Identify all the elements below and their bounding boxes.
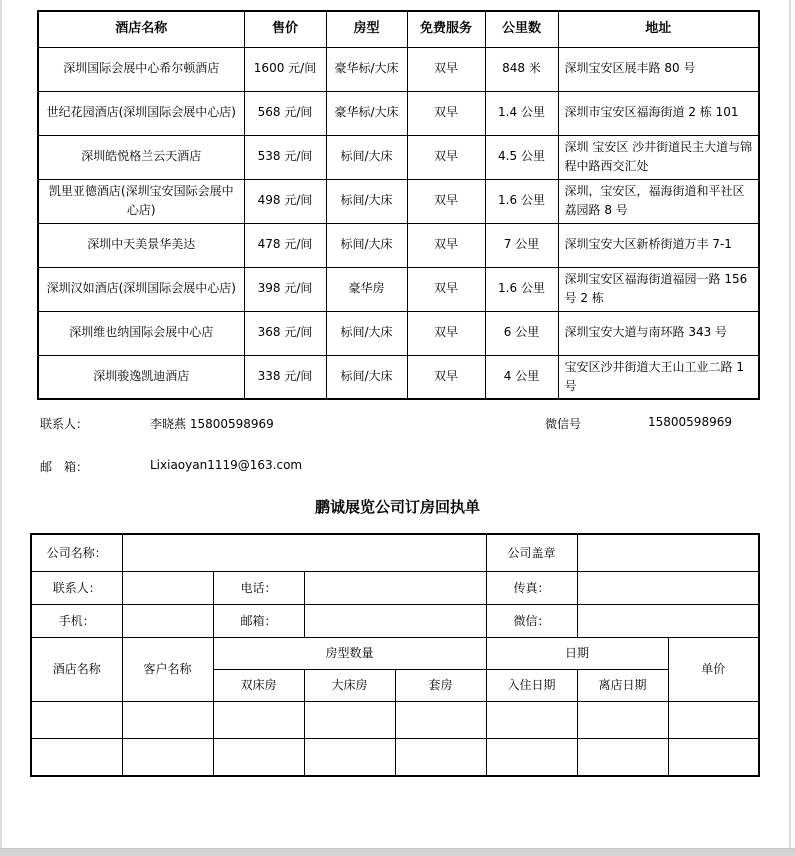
hotel-table bbox=[37, 10, 760, 400]
customer-name-input-cell[interactable] bbox=[122, 738, 213, 776]
company-name-label: 公司名称： bbox=[31, 534, 122, 571]
header-room-type: 房型 bbox=[326, 11, 407, 47]
table-row bbox=[38, 135, 759, 179]
company-name-input-cell[interactable] bbox=[122, 534, 486, 571]
distance: 7 公里 bbox=[485, 223, 558, 267]
twin-room-input-cell[interactable] bbox=[213, 701, 304, 738]
price: 1600 元/间 bbox=[244, 47, 326, 91]
table-row bbox=[38, 355, 759, 399]
room-type: 标间/大床 bbox=[326, 135, 407, 179]
table-row bbox=[38, 267, 759, 311]
header-free-service: 免费服务 bbox=[407, 11, 485, 47]
price: 568 元/间 bbox=[244, 91, 326, 135]
contact-person-value: 李晓燕 15800598969 bbox=[150, 417, 274, 431]
fax-input-cell[interactable] bbox=[577, 571, 759, 604]
distance: 4 公里 bbox=[485, 355, 558, 399]
address: 深圳，宝安区，福海街道和平社区荔园路 8 号 bbox=[558, 179, 759, 223]
price: 538 元/间 bbox=[244, 135, 326, 179]
hotel-name: 凯里亚德酒店(深圳宝安国际会展中心店) bbox=[38, 179, 244, 223]
free-service: 双早 bbox=[407, 355, 485, 399]
price: 478 元/间 bbox=[244, 223, 326, 267]
room-type: 标间/大床 bbox=[326, 355, 407, 399]
hotel-name: 深圳骏逸凯迪酒店 bbox=[38, 355, 244, 399]
distance: 4.5 公里 bbox=[485, 135, 558, 179]
hotel-table-header-row bbox=[38, 11, 759, 47]
hotel-name: 深圳国际会展中心希尔顿酒店 bbox=[38, 47, 244, 91]
price: 498 元/间 bbox=[244, 179, 326, 223]
header-distance: 公里数 bbox=[485, 11, 558, 47]
contact-person-label: 联系人： bbox=[40, 417, 89, 431]
hotel-name: 世纪花园酒店(深圳国际会展中心店) bbox=[38, 91, 244, 135]
price: 368 元/间 bbox=[244, 311, 326, 355]
mobile-label: 手机： bbox=[31, 604, 122, 637]
address: 深圳市宝安区福海街道 2 栋 101 bbox=[558, 91, 759, 135]
king-room-header: 大床房 bbox=[304, 669, 395, 701]
right-page-edge bbox=[789, 0, 791, 848]
free-service: 双早 bbox=[407, 47, 485, 91]
table-row bbox=[38, 91, 759, 135]
receipt-title: 鹏诚展览公司订房回执单 bbox=[314, 498, 480, 516]
header-hotel-name: 酒店名称 bbox=[38, 11, 244, 47]
horizontal-scrollbar[interactable] bbox=[0, 848, 795, 856]
checkout-header: 离店日期 bbox=[577, 669, 668, 701]
checkin-input-cell[interactable] bbox=[486, 701, 577, 738]
free-service: 双早 bbox=[407, 135, 485, 179]
hotel-name-header: 酒店名称 bbox=[31, 637, 122, 701]
free-service: 双早 bbox=[407, 223, 485, 267]
table-row bbox=[31, 534, 759, 571]
table-row bbox=[31, 701, 759, 738]
customer-name-input-cell[interactable] bbox=[122, 701, 213, 738]
hotel-name: 深圳汉如酒店(深圳国际会展中心店) bbox=[38, 267, 244, 311]
email-input-cell[interactable] bbox=[304, 604, 486, 637]
free-service: 双早 bbox=[407, 179, 485, 223]
phone-input-cell[interactable] bbox=[304, 571, 486, 604]
contact-input-cell[interactable] bbox=[122, 571, 213, 604]
hotel-name: 深圳中天美景华美达 bbox=[38, 223, 244, 267]
address: 深圳宝安大区新桥街道万丰 7-1 bbox=[558, 223, 759, 267]
checkout-input-cell[interactable] bbox=[577, 738, 668, 776]
room-type: 标间/大床 bbox=[326, 223, 407, 267]
company-seal-label: 公司盖章 bbox=[486, 534, 577, 571]
table-row bbox=[31, 738, 759, 776]
table-row bbox=[38, 223, 759, 267]
twin-room-input-cell[interactable] bbox=[213, 738, 304, 776]
hotel-name-input-cell[interactable] bbox=[31, 738, 122, 776]
phone-label: 电话： bbox=[213, 571, 304, 604]
distance: 6 公里 bbox=[485, 311, 558, 355]
wechat-id-value: 15800598969 bbox=[648, 415, 732, 429]
room-type: 豪华标/大床 bbox=[326, 91, 407, 135]
room-type: 标间/大床 bbox=[326, 179, 407, 223]
checkout-input-cell[interactable] bbox=[577, 701, 668, 738]
distance: 1.6 公里 bbox=[485, 179, 558, 223]
twin-room-header: 双床房 bbox=[213, 669, 304, 701]
header-price: 售价 bbox=[244, 11, 326, 47]
unit-price-input-cell[interactable] bbox=[668, 738, 759, 776]
fax-label: 传真： bbox=[486, 571, 577, 604]
checkin-input-cell[interactable] bbox=[486, 738, 577, 776]
king-room-input-cell[interactable] bbox=[304, 701, 395, 738]
mobile-input-cell[interactable] bbox=[122, 604, 213, 637]
suite-input-cell[interactable] bbox=[395, 738, 486, 776]
left-page-edge bbox=[0, 0, 2, 848]
table-row bbox=[38, 47, 759, 91]
free-service: 双早 bbox=[407, 311, 485, 355]
distance: 848 米 bbox=[485, 47, 558, 91]
email-label: 邮箱： bbox=[213, 604, 304, 637]
table-row bbox=[31, 637, 759, 669]
price: 398 元/间 bbox=[244, 267, 326, 311]
table-row bbox=[38, 179, 759, 223]
king-room-input-cell[interactable] bbox=[304, 738, 395, 776]
room-type: 豪华标/大床 bbox=[326, 47, 407, 91]
address: 宝安区沙井街道大王山工业二路 1 号 bbox=[558, 355, 759, 399]
suite-input-cell[interactable] bbox=[395, 701, 486, 738]
distance: 1.4 公里 bbox=[485, 91, 558, 135]
address: 深圳宝安大道与南环路 343 号 bbox=[558, 311, 759, 355]
hotel-name: 深圳维也纳国际会展中心店 bbox=[38, 311, 244, 355]
unit-price-input-cell[interactable] bbox=[668, 701, 759, 738]
customer-name-header: 客户名称 bbox=[122, 637, 213, 701]
wechat-input-cell[interactable] bbox=[577, 604, 759, 637]
room-type: 豪华房 bbox=[326, 267, 407, 311]
unit-price-header: 单价 bbox=[668, 637, 759, 701]
header-address: 地址 bbox=[558, 11, 759, 47]
contact-label: 联系人： bbox=[31, 571, 122, 604]
address: 深圳 宝安区 沙井街道民主大道与锦程中路西交汇处 bbox=[558, 135, 759, 179]
hotel-name: 深圳皓悦格兰云天酒店 bbox=[38, 135, 244, 179]
receipt-table bbox=[30, 533, 760, 777]
hotel-name-input-cell[interactable] bbox=[31, 701, 122, 738]
company-seal-input-cell[interactable] bbox=[577, 534, 759, 571]
suite-header: 套房 bbox=[395, 669, 486, 701]
price: 338 元/间 bbox=[244, 355, 326, 399]
distance: 1.6 公里 bbox=[485, 267, 558, 311]
address: 深圳宝安区福海街道福园一路 156 号 2 栋 bbox=[558, 267, 759, 311]
room-qty-header: 房型数量 bbox=[213, 637, 486, 669]
table-row bbox=[38, 311, 759, 355]
table-row bbox=[31, 604, 759, 637]
email-value: Lixiaoyan1119@163.com bbox=[150, 458, 303, 472]
room-type: 标间/大床 bbox=[326, 311, 407, 355]
date-header: 日期 bbox=[486, 637, 668, 669]
email-label: 邮 箱： bbox=[40, 460, 89, 474]
table-row bbox=[31, 571, 759, 604]
address: 深圳宝安区展丰路 80 号 bbox=[558, 47, 759, 91]
wechat-label: 微信： bbox=[486, 604, 577, 637]
free-service: 双早 bbox=[407, 267, 485, 311]
wechat-id-label: 微信号 bbox=[545, 417, 582, 431]
free-service: 双早 bbox=[407, 91, 485, 135]
checkin-header: 入住日期 bbox=[486, 669, 577, 701]
